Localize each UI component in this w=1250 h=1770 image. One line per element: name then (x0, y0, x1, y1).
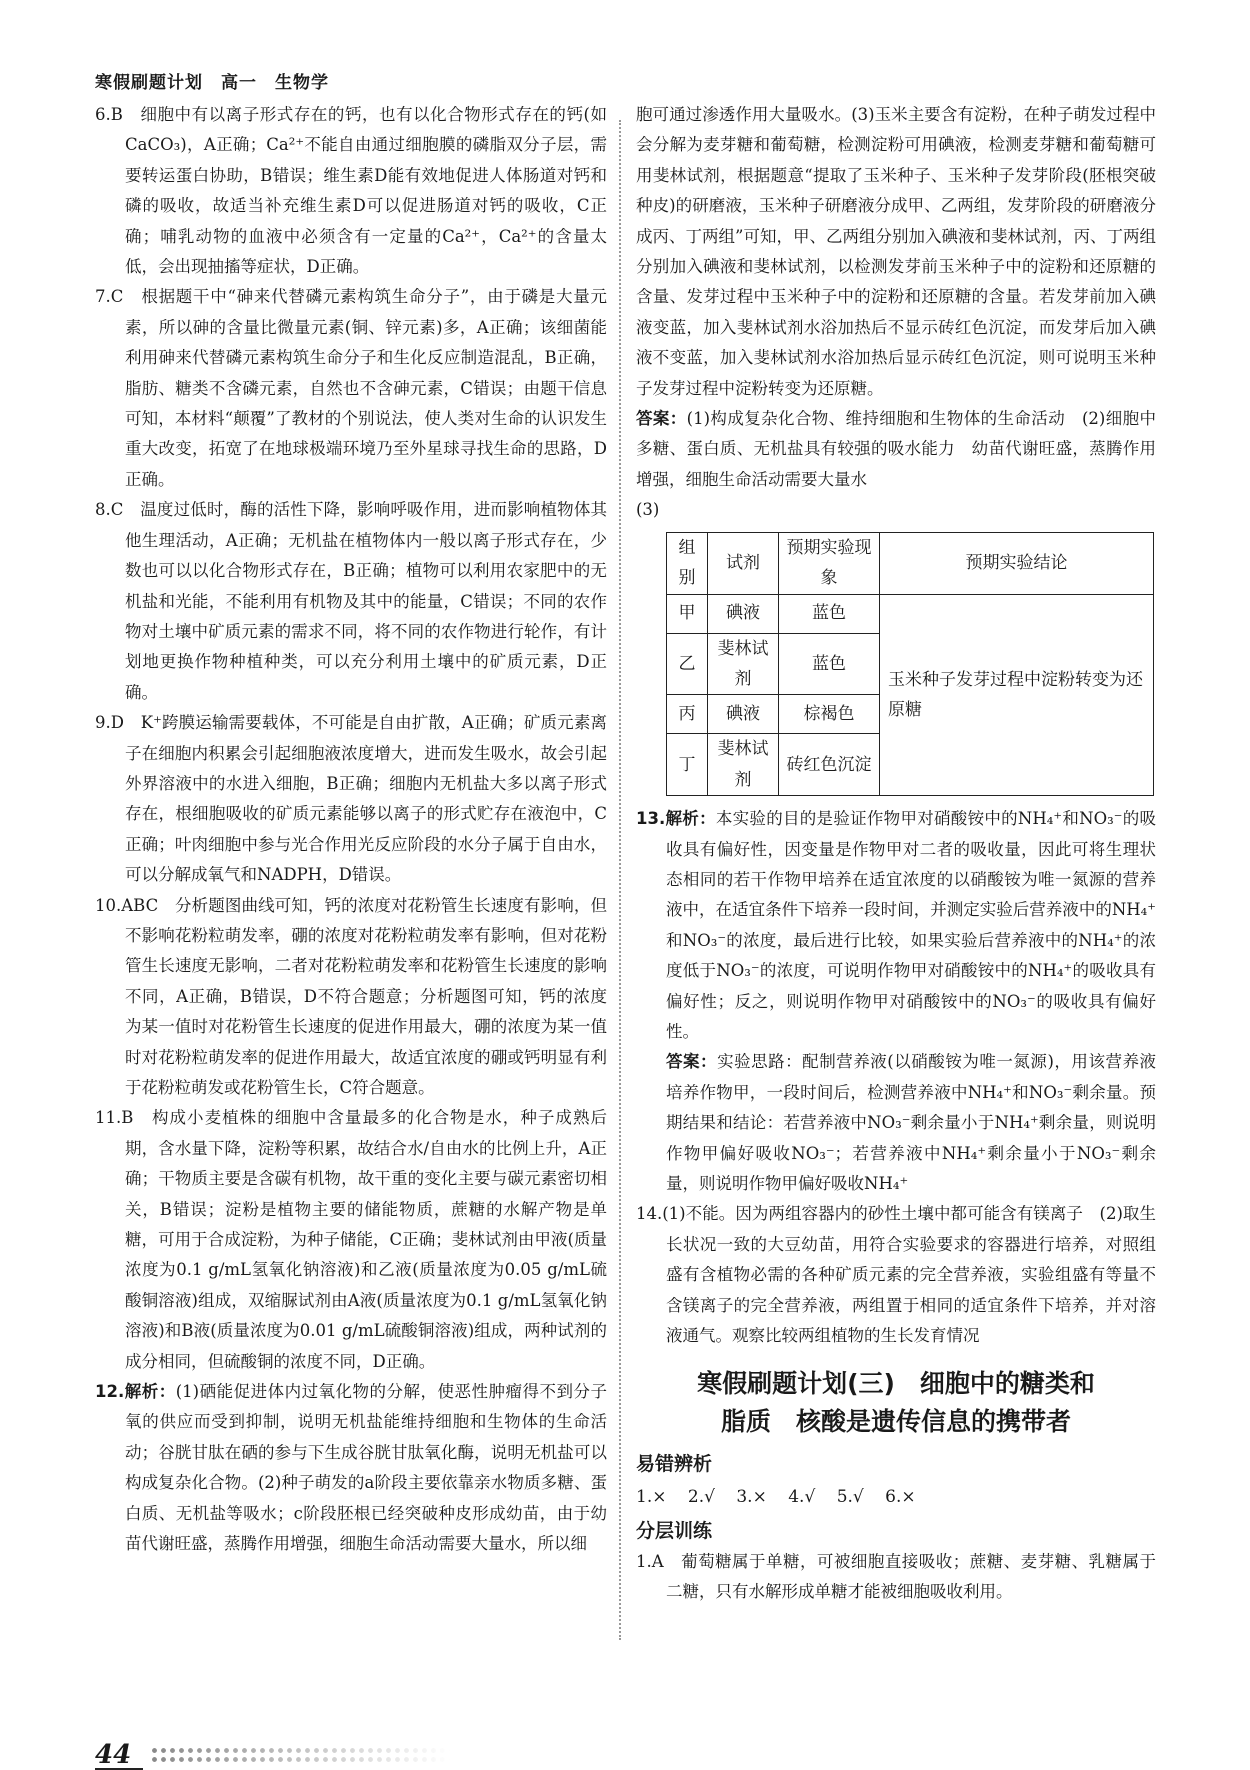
answer-q6: 6.B 细胞中有以离子形式存在的钙，也有以化合物形式存在的钙(如CaCO₃)，A正确；Ca²⁺不能自由通过细胞膜的磷脂双分子层，需要转运蛋白协助，B错误；维生素D能有效地促进人体肠道对钙和磷的吸收，故适当补充维生素D可以促进肠道对钙的吸收，C正确；哺乳动物的血液中必须含有一定量的Ca²⁺，Ca²⁺的含量太低，会出现抽搐等症状，D正确。 (95, 105, 607, 277)
judgement-mark: 4.√ (788, 1486, 816, 1507)
q13-text: 本实验的目的是验证作物甲对硝酸铵中的NH₄⁺和NO₃⁻的吸收具有偏好性，因变量是作物甲对二者的吸收量，因此可将生理状态相同的若干作物甲培养在适宜浓度的以硝酸铵为唯一氮源的营养液中，在适宜条件下培养一段时间，并测定实验后营养液中的NH₄⁺和NO₃⁻的浓度，最后进行比较，如果实验后营养液中的NH₄⁺的浓度低于NO₃⁻的浓度，可说明作物甲对硝酸铵中的NH₄⁺的吸收具有偏好性；反之，则说明作物甲对硝酸铵中的NO₃⁻的吸收具有偏好性。 (666, 809, 1156, 1041)
table-cell: 蓝色 (779, 633, 880, 695)
table-cell: 碘液 (708, 594, 779, 633)
answer-q12-key-text: (1)构成复杂化合物、维持细胞和生物体的生命活动 (2)细胞中多糖、蛋白质、无机盐具有较强的吸水能力 幼苗代谢旺盛，蒸腾作用增强，细胞生命活动需要大量水 (636, 409, 1157, 489)
decorative-dots (150, 1746, 450, 1766)
table-cell: 蓝色 (779, 594, 880, 633)
page-header: 寒假刷题计划 高一 生物学 (95, 73, 329, 93)
answer-s1: 1.A 葡萄糖属于单糖，可被细胞直接吸收；蔗糖、麦芽糖、乳糖属于二糖，只有水解形成单糖才能被细胞吸收利用。 (636, 1551, 1156, 1602)
answer-q12 (95, 1377, 607, 1559)
judgement-mark: 5.√ (836, 1486, 864, 1507)
answer-q14: 14.(1)不能。因为两组容器内的砂性土壤中都可能含有镁离子 (2)取生长状况一致的大豆幼苗，用符合实验要求的容器进行培养，对照组盛有含植物必需的各种矿质元素的完全营养液，实验组盛有等量不含镁离子的完全营养液，两组置于相同的适宜条件下培养，并对溶液通气。观察比较两组植物的生长发育情况 (636, 1204, 1156, 1346)
table-header-row (667, 532, 1154, 594)
experiment-table (666, 532, 1154, 796)
table-conclusion: 玉米种子发芽过程中淀粉转变为还原糖 (880, 594, 1154, 796)
table-header: 组别 (667, 532, 708, 594)
table-header: 预期实验结论 (880, 532, 1154, 594)
answer-label: 答案： (636, 409, 687, 429)
table-cell: 斐林试剂 (708, 734, 779, 796)
section-title-training: 分层训练 (636, 1520, 713, 1543)
judgement-mark: 6.× (885, 1486, 916, 1507)
chapter-title-line-1: 寒假刷题计划(三) 细胞中的糖类和 (697, 1369, 1095, 1399)
q12-text: (1)硒能促进体内过氧化物的分解，使恶性肿瘤得不到分子氧的供应而受到抑制，说明无机盐能维持细胞和生物体的生命活动；谷胱甘肽在硒的参与下生成谷胱甘肽氧化酶，说明无机盐可以构成复杂化合物。(2)种子萌发的a阶段主要依靠亲水物质多糖、蛋白质、无机盐等吸水；c阶段胚根已经突破种皮形成幼苗，由于幼苗代谢旺盛，蒸腾作用增强，细胞生命活动需要大量水，所以细 (125, 1382, 607, 1554)
table-cell: 碘液 (708, 695, 779, 734)
table-cell: 棕褐色 (779, 695, 880, 734)
table-cell: 甲 (667, 594, 708, 633)
column-divider (619, 120, 621, 1640)
table-cell: 乙 (667, 633, 708, 695)
answer-q12-continued: 胞可通过渗透作用大量吸水。(3)玉米主要含有淀粉，在种子萌发过程中会分解为麦芽糖和葡萄糖，检测淀粉可用碘液，检测麦芽糖和葡萄糖可用斐林试剂，根据题意“提取了玉米种子、玉米种子发芽阶段(胚根突破种皮)的研磨液，玉米种子研磨液分成甲、乙两组，发芽阶段的研磨液分成丙、丁两组”可知，甲、乙两组分别加入碘液和斐林试剂，丙、丁两组分别加入碘液和斐林试剂，以检测发芽前玉米种子中的淀粉和还原糖的含量、发芽过程中玉米种子中的淀粉和还原糖的含量。若发芽前加入碘液变蓝，加入斐林试剂水浴加热后不显示砖红色沉淀，而发芽后加入碘液不变蓝，加入斐林试剂水浴加热后显示砖红色沉淀，则可说明玉米种子发芽过程中淀粉转变为还原糖。 (636, 105, 1156, 398)
q13-label: 13.解析： (636, 809, 716, 829)
answer-label: 答案： (666, 1052, 718, 1072)
table-row (667, 594, 1154, 633)
table-cell: 丁 (667, 734, 708, 796)
judgement-mark: 1.× (636, 1486, 667, 1507)
page-number: 44 (95, 1740, 132, 1770)
table-cell: 丙 (667, 695, 708, 734)
table-cell: 砖红色沉淀 (779, 734, 880, 796)
answer-q11: 11.B 构成小麦植株的细胞中含量最多的化合物是水，种子成熟后期，含水量下降，淀粉等积累，故结合水/自由水的比例上升，A正确；干物质主要是含碳有机物，故干重的变化主要与碳元素密切相关，B错误；淀粉是植物主要的储能物质，蔗糖的水解产物是单糖，可用于合成淀粉，为种子储能，C正确；斐林试剂由甲液(质量浓度为0.1 g/mL氢氧化钠溶液)和乙液(质量浓度为0.05 g/mL硫酸铜溶液)组成，双缩脲试剂由A液(质量浓度为0.1 g/mL氢氧化钠溶液)和B液(质量浓度为0.01 g/mL硫酸铜溶液)组成，两种试剂的成分相同，但硫酸铜的浓度不同，D正确。 (95, 1108, 607, 1371)
answer-q9: 9.D K⁺跨膜运输需要载体，不可能是自由扩散，A正确；矿质元素离子在细胞内积累会引起细胞液浓度增大，进而发生吸水，故会引起外界溶液中的水进入细胞，B正确；细胞内无机盐大多以离子形式存在，根细胞吸收的矿质元素能够以离子的形式贮存在液泡中，C正确；叶肉细胞中参与光合作用光反应阶段的水分子属于自由水，可以分解成氧气和NADPH，D错误。 (95, 713, 607, 885)
left-column (95, 100, 607, 1560)
answer-q12-key (636, 404, 1156, 495)
table-cell: 斐林试剂 (708, 633, 779, 695)
judgement-mark: 3.× (736, 1486, 767, 1507)
answer-q7: 7.C 根据题干中“砷来代替磷元素构筑生命分子”，由于磷是大量元素，所以砷的含量比微量元素(铜、锌元素)多，A正确；该细菌能利用砷来代替磷元素构筑生命分子和生化反应制造混乱，B正确，脂肪、糖类不含磷元素，自然也不含砷元素，C错误；由题干信息可知，本材料“颠覆”了教材的个别说法，使人类对生命的认识发生重大改变，拓宽了在地球极端环境乃至外星球寻找生命的思路，D正确。 (95, 287, 607, 489)
answer-q8: 8.C 温度过低时，酶的活性下降，影响呼吸作用，进而影响植物体其他生理活动，A正确；无机盐在植物体内一般以离子形式存在，少数也可以以化合物形式存在，B正确；植物可以利用农家肥中的无机盐和光能，不能利用有机物及其中的能量，C错误；不同的农作物对土壤中矿质元素的需求不同，将不同的农作物进行轮作，有计划地更换作物种植种类，可以充分利用土壤中的矿质元素，D正确。 (95, 500, 607, 702)
table-header: 试剂 (708, 532, 779, 594)
q12-label: 12.解析： (95, 1382, 176, 1402)
chapter-title-line-2: 脂质 核酸是遗传信息的携带者 (720, 1407, 1071, 1437)
answer-q13-key-text: 实验思路：配制营养液(以硝酸铵为唯一氮源)，用该营养液培养作物甲，一段时间后，检测营养液中NH₄⁺和NO₃⁻剩余量。预期结果和结论：若营养液中NO₃⁻剩余量小于NH₄⁺剩余量，则说明作物甲偏好吸收NO₃⁻；若营养液中NH₄⁺剩余量小于NO₃⁻剩余量，则说明作物甲偏好吸收NH₄⁺ (666, 1052, 1157, 1193)
q12-part3-label: (3) (636, 500, 660, 520)
right-column (636, 100, 1156, 1607)
answer-q13 (636, 804, 1156, 1047)
answer-q13-key (636, 1047, 1156, 1199)
answer-q10: 10.ABC 分析题图曲线可知，钙的浓度对花粉管生长速度有影响，但不影响花粉粒萌发率，硼的浓度对花粉粒萌发率有影响，但对花粉管生长速度无影响，二者对花粉粒萌发率和花粉管生长速度的影响不同，A正确，B错误，D不符合题意；分析题图可知，钙的浓度为某一值时对花粉管生长速度的促进作用最大，硼的浓度为某一值时对花粉粒萌发率的促进作用最大，故适宜浓度的硼或钙明显有利于花粉粒萌发或花粉管生长，C符合题意。 (95, 895, 607, 1097)
chapter-title (636, 1365, 1156, 1441)
table-header: 预期实验现象 (779, 532, 880, 594)
judgement-mark: 2.√ (687, 1486, 715, 1507)
judgement-answers (636, 1482, 1156, 1512)
section-title-mistakes: 易错辨析 (636, 1453, 713, 1476)
